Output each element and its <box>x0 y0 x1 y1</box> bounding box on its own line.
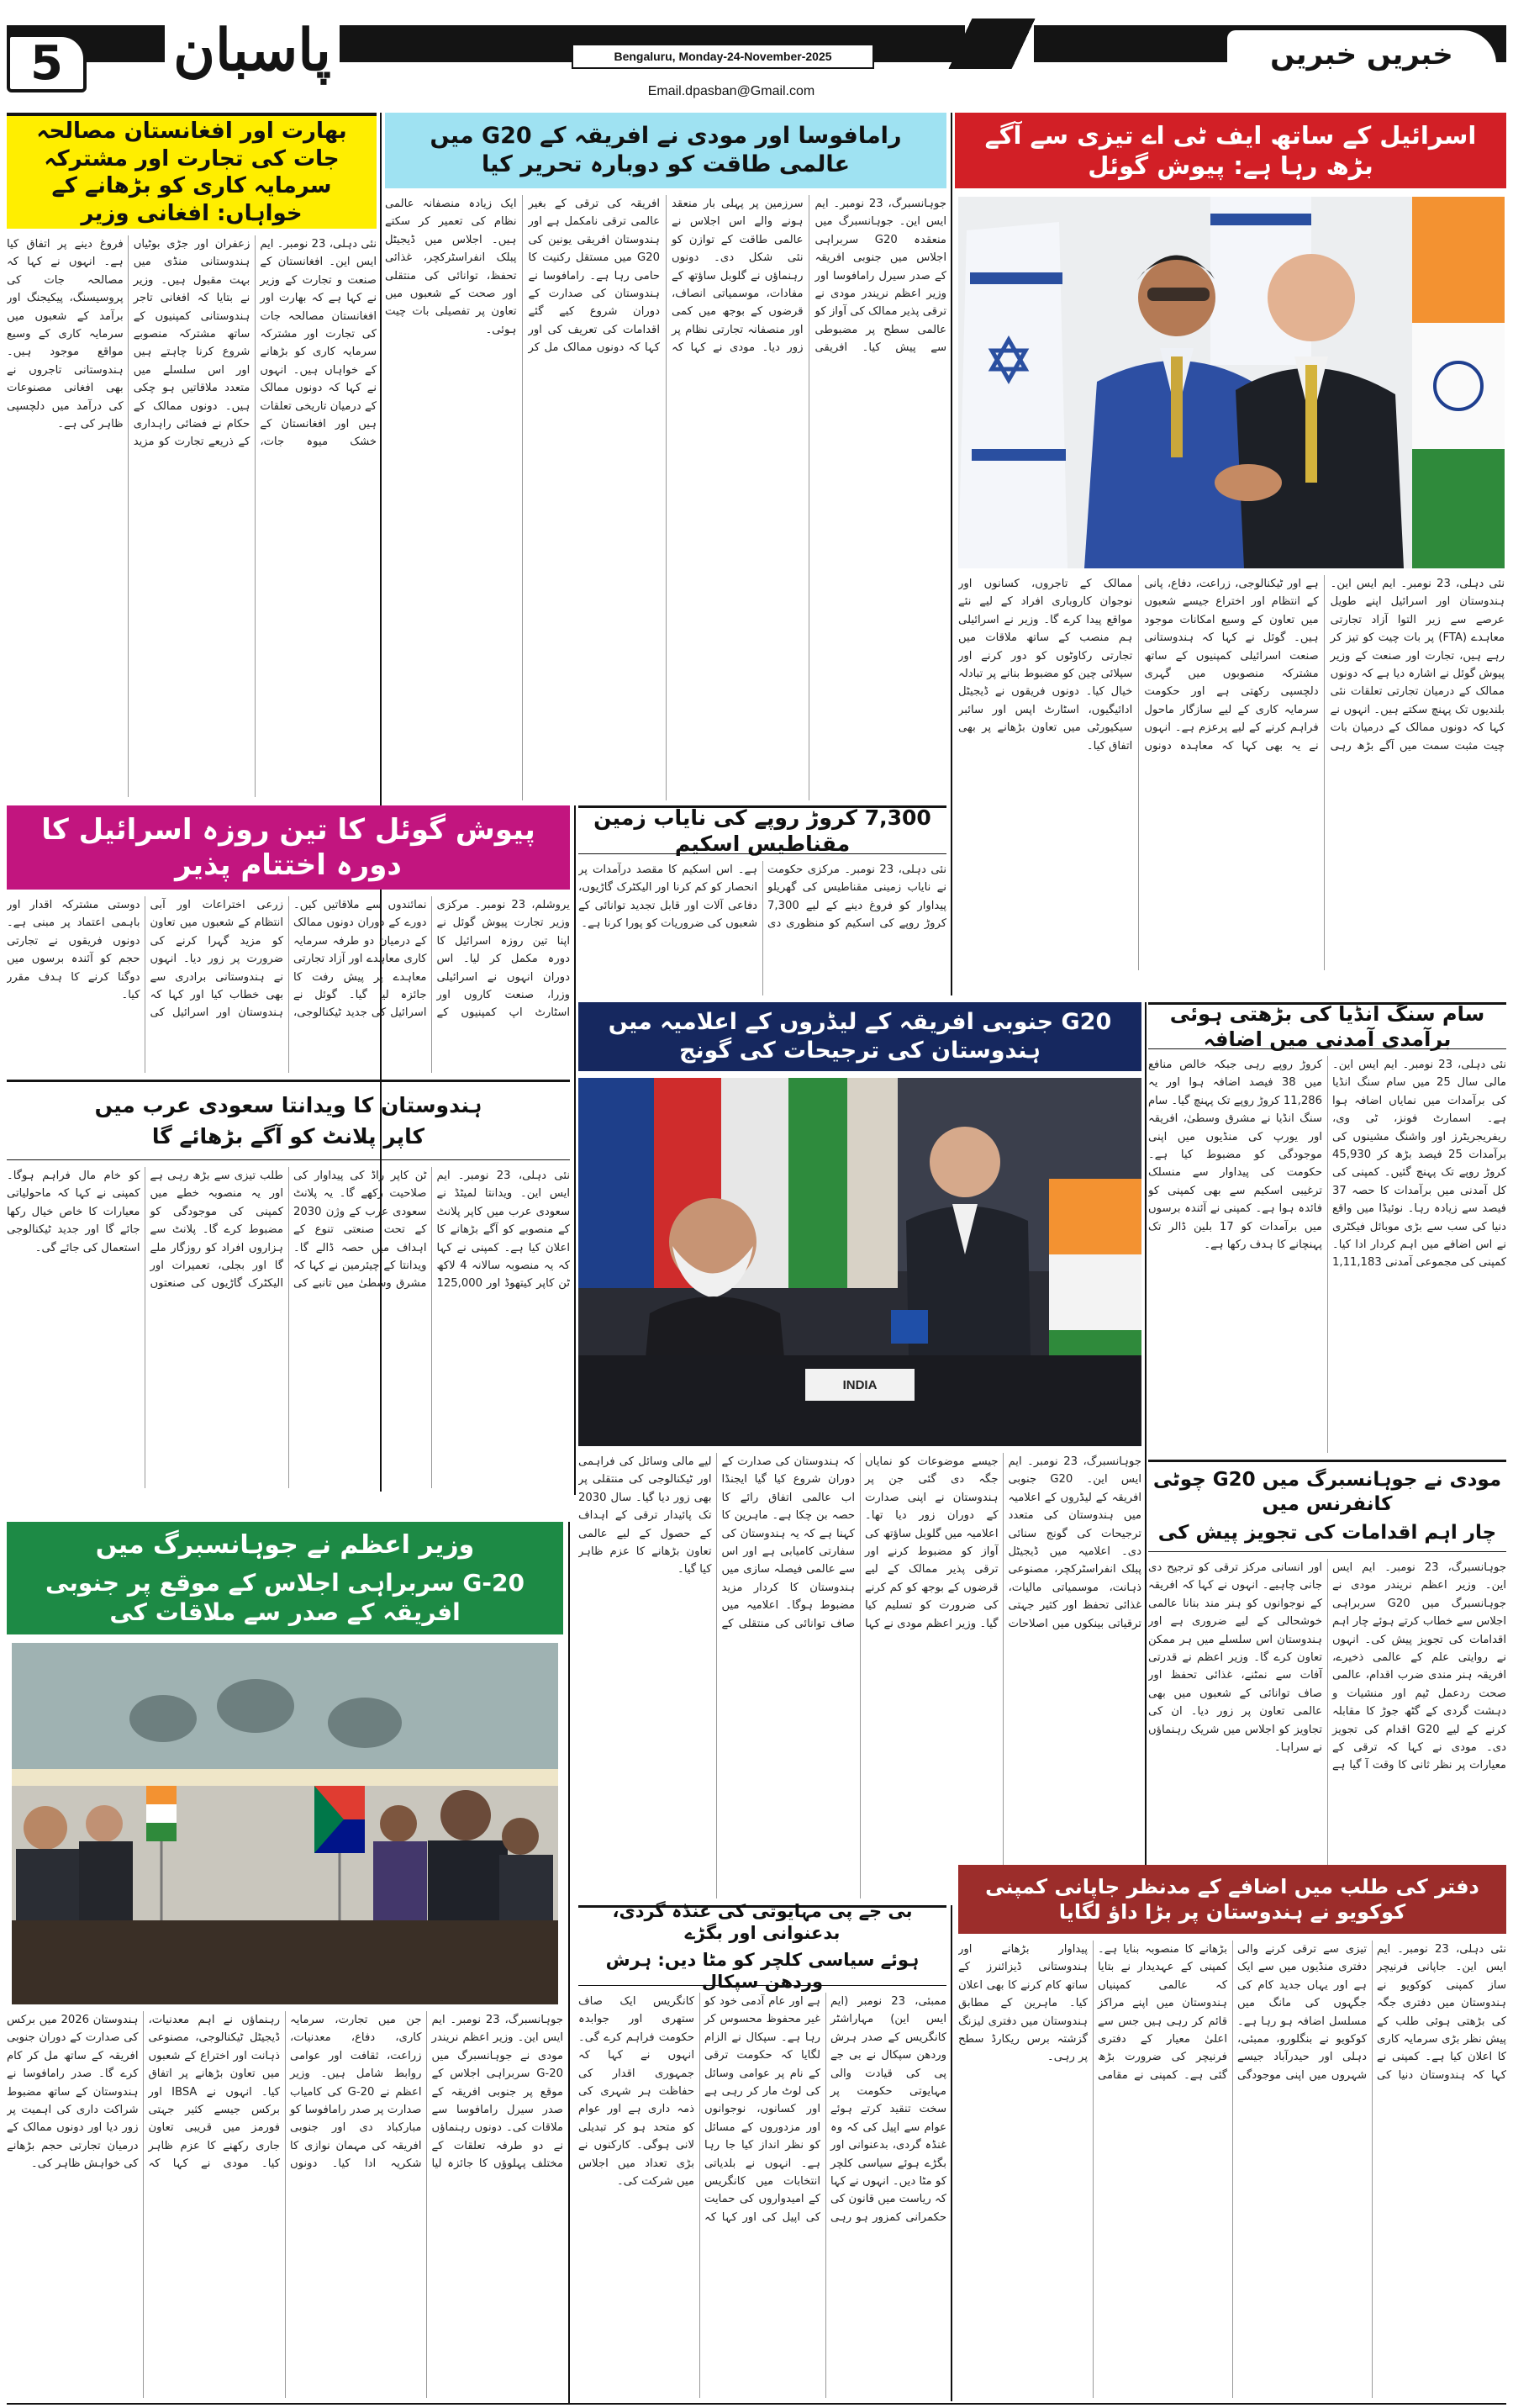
article-goyal-visit <box>7 896 570 1073</box>
headline-pm-jburg <box>7 1522 563 1634</box>
headline-rare-earth: 7,300 کروڑ روپے کی نایاب زمین مقناطیس اسکیم <box>578 805 946 854</box>
article-ramaphosa <box>385 195 946 800</box>
article-pm-jburg <box>7 2011 563 2398</box>
article-ramaphosa-text: جوہانسبرگ، 23 نومبر۔ ایم ایس این۔ جوہانسبرگ میں منعقدہ G20 سربراہی اجلاس میں جنوبی افریقہ کے صدر سیرل رامافوسا اور وزیر اعظم نریندر مودی نے ترقی پذیر ممالک کی آواز کو عالمی سطح پر مضبوطی سے پیش کیا۔ افریقی سرزمین پر پہلی بار منعقد ہونے والے اس اجلاس نے عالمی طاقت کے توازن کو نئی شکل دی۔ دونوں رہنماؤں نے گلوبل ساؤتھ کے مفادات، موسمیاتی انصاف، قرضوں کے بوجھ میں کمی اور منصفانہ تجارتی نظام پر زور دیا۔ مودی نے کہا کہ افریقہ کی ترقی کے بغیر عالمی ترقی نامکمل ہے اور ہندوستان افریقی یونین کی G20 میں مستقل رکنیت کا حامی رہا ہے۔ رامافوسا نے ہندوستان کی صدارت کے دوران شروع کیے گئے اقدامات کی تعریف کی اور کہا کہ دونوں ممالک مل کر ایک زیادہ منصفانہ عالمی نظام کی تعمیر کر سکتے ہیں۔ اجلاس میں ڈیجیٹل پبلک انفراسٹرکچر، غذائی تحفظ، توانائی کی منتقلی اور صحت کے شعبوں میں تعاون پر تفصیلی بات چیت ہوئی۔ <box>385 198 946 355</box>
page-number-box <box>7 34 87 92</box>
email: Email.dpasban@Gmail.com <box>647 84 815 98</box>
eu-sign <box>891 1310 928 1344</box>
divider-bottom-left <box>568 1522 570 2405</box>
flag-israel-left <box>958 222 1068 568</box>
divider-bottom-mid <box>951 1905 952 2401</box>
headline-afghanistan: بھارت اور افغانستان مصالحہ جات کی تجارت اور مشترکہ سرمایہ کاری کو بڑھانے کے خواہاں: افغانی وزیر <box>7 113 377 229</box>
headline-goyal-visit: پیوش گوئل کا تین روزہ اسرائیل کا دورہ اختتام پذیر <box>7 805 570 890</box>
headline-modi-g20-line2: چار اہم اقدامات کی تجویز پیش کی <box>1157 1522 1497 1545</box>
bottom-rule <box>7 2403 1506 2405</box>
article-afghanistan-text: نئی دہلی، 23 نومبر۔ ایم ایس این۔ افغانستان کے صنعت و تجارت کے وزیر نے کہا ہے کہ بھارت اور افغانستان مصالحہ جات کی تجارت اور مشترکہ سرمایہ کاری کو بڑھانے کے خواہاں ہیں۔ انہوں نے کہا کہ دونوں ممالک کے درمیان تاریخی تعلقات ہیں اور افغانستان کے خشک میوہ جات، زعفران اور جڑی بوٹیاں ہندوستانی منڈی میں بہت مقبول ہیں۔ وزیر نے بتایا کہ افغانی تاجر ہندوستانی کمپنیوں کے ساتھ مشترکہ منصوبے شروع کرنا چاہتے ہیں اور اس سلسلے میں متعدد ملاقاتیں ہو چکی ہیں۔ دونوں ممالک کے حکام نے فضائی راہداری کے ذریعے تجارت کو مزید فروغ دینے پر اتفاق کیا ہے۔ انہوں نے کہا کہ مصالحہ جات کی پروسیسنگ، پیکیجنگ اور برآمد کے شعبوں میں سرمایہ کاری کے وسیع مواقع موجود ہیں۔ ہندوستانی تاجروں نے بھی افغانی مصنوعات کی درآمد میں دلچسپی ظاہر کی ہے۔ <box>7 238 377 449</box>
logo <box>143 8 361 92</box>
article-samsung-text: نئی دہلی، 23 نومبر۔ ایم ایس این۔ مالی سال 25 میں سام سنگ انڈیا کی برآمدات میں نمایاں اضافہ ہوا ہے۔ اسمارٹ فونز، ٹی وی، ریفریجریٹرز اور واشنگ مشینوں کی برآمدات 25 فیصد بڑھ کر 45,930 کروڑ روپے تک پہنچ گئیں۔ کمپنی کی کل آمدنی میں برآمدات کا حصہ 37 فیصد سے زیادہ رہا۔ نوئیڈا میں واقع دنیا کی سب سے بڑی موبائل فیکٹری نے اس اضافے میں اہم کردار ادا کیا۔ کمپنی کی مجموعی آمدنی 1,11,183 کروڑ روپے رہی جبکہ خالص منافع میں 38 فیصد اضافہ ہوا اور یہ 11,286 کروڑ روپے تک پہنچ گیا۔ سام سنگ انڈیا نے مشرق وسطیٰ، افریقہ اور یورپ کی منڈیوں میں اپنی موجودگی کو مضبوط کیا ہے۔ حکومت کی پیداوار سے منسلک ترغیبی اسکیم سے بھی کمپنی کو فائدہ ہوا ہے۔ کمپنی نے آئندہ برسوں میں برآمدات کو 17 بلین ڈالر تک پہنچانے کا ہدف رکھا ہے۔ <box>1148 1059 1506 1270</box>
india-nameplate-label: INDIA <box>842 1377 878 1392</box>
logo-text: پاسبان <box>165 17 340 84</box>
article-pm-jburg-text: جوہانسبرگ، 23 نومبر۔ ایم ایس این۔ وزیر اعظم نریندر مودی نے جوہانسبرگ میں G-20 سربراہی اجلاس کے موقع پر جنوبی افریقہ کے صدر سیرل رامافوسا سے ملاقات کی۔ دونوں رہنماؤں نے دو طرفہ تعلقات کے مختلف پہلوؤں کا جائزہ لیا جن میں تجارت، سرمایہ کاری، دفاع، معدنیات، زراعت، ثقافت اور عوامی روابط شامل ہیں۔ وزیر اعظم نے G-20 کی کامیاب صدارت پر صدر رامافوسا کو مبارکباد دی اور جنوبی افریقہ کی مہمان نوازی کا شکریہ ادا کیا۔ دونوں رہنماؤں نے اہم معدنیات، ڈیجیٹل ٹیکنالوجی، مصنوعی ذہانت اور اختراع کے شعبوں میں تعاون بڑھانے پر اتفاق کیا۔ انہوں نے IBSA اور برکس جیسے کثیر جہتی فورمز میں قریبی تعاون جاری رکھنے کا عزم ظاہر کیا۔ مودی نے کہا کہ ہندوستان 2026 میں برکس کی صدارت کے دوران جنوبی افریقہ کے ساتھ مل کر کام کرے گا۔ صدر رامافوسا نے ہندوستان کے ساتھ مضبوط شراکت داری کی اہمیت پر زور دیا اور دونوں ممالک کے درمیان تجارتی حجم بڑھانے کی خواہش ظاہر کی۔ <box>7 2014 563 2171</box>
headline-ramaphosa: رامافوسا اور مودی نے افریقہ کے G20 میں عالمی طاقت کو دوبارہ تحریر کیا <box>385 113 946 188</box>
photo-g20-summit <box>578 1078 1141 1446</box>
headline-samsung: سام سنگ انڈیا کی بڑھتی ہوئی برآمدی آمدنی میں اضافہ <box>1148 1002 1506 1049</box>
article-samsung <box>1148 1056 1506 1453</box>
article-israel-fta-text: نئی دہلی، 23 نومبر۔ ایم ایس این۔ ہندوستان اور اسرائیل اپنے طویل عرصے سے زیر التوا آزاد تجارتی معاہدے (FTA) پر بات چیت کو تیز کر رہے ہیں، تجارت اور صنعت کے وزیر پیوش گوئل نے اشارہ دیا ہے کہ دونوں ممالک کے درمیان تجارتی تعلقات نئی بلندیوں تک پہنچ سکتے ہیں۔ انہوں نے کہا کہ دونوں ممالک کے درمیان بات چیت مثبت سمت میں آگے بڑھ رہی ہے اور ٹیکنالوجی، زراعت، دفاع، پانی کے انتظام اور اختراع جیسے شعبوں میں تعاون کے وسیع امکانات موجود ہیں۔ گوئل نے کہا کہ ہندوستانی صنعت اسرائیلی کمپنیوں کے ساتھ مشترکہ منصوبوں میں گہری دلچسپی رکھتی ہے اور حکومت سرمایہ کاری کے لیے سازگار ماحول فراہم کرنے کے لیے پرعزم ہے۔ انہوں نے یہ بھی کہا کہ معاہدہ دونوں ممالک کے تاجروں، کسانوں اور نوجوان کاروباری افراد کے لیے نئے مواقع پیدا کرے گا۔ وزیر نے اسرائیلی ہم منصب کے ساتھ ملاقات میں تجارتی رکاوٹوں کو دور کرنے اور سپلائی چین کو مضبوط بنانے پر تبادلہ خیال کیا۔ دونوں فریقوں نے ڈیجیٹل ادائیگیوں، اسٹارٹ اپس اور سائبر سیکیورٹی میں تعاون بڑھانے پر بھی اتفاق کیا۔ <box>958 578 1505 752</box>
date-line-box <box>572 44 874 69</box>
article-modi-g20-text: جوہانسبرگ، 23 نومبر۔ ایم ایس این۔ وزیر اعظم نریندر مودی نے جوہانسبرگ میں G20 سربراہی اجلاس سے خطاب کرتے ہوئے چار اہم اقدامات کی تجویز پیش کی۔ انہوں نے روایتی علم کے عالمی ذخیرے، افریقہ ہنر مندی ضرب اقدام، عالمی صحت ردعمل ٹیم اور منشیات و دہشت گردی کے گٹھ جوڑ کا مقابلہ کرنے کے لیے G20 اقدام کی تجویز دی۔ مودی نے کہا کہ ترقی کے معیارات پر نظر ثانی کا وقت آ گیا ہے اور انسانی مرکز ترقی کو ترجیح دی جانی چاہیے۔ انہوں نے کہا کہ افریقہ کے نوجوانوں کو ہنر مند بنانا عالمی خوشحالی کے لیے ضروری ہے اور ہندوستان اس سلسلے میں ہر ممکن تعاون کرے گا۔ وزیر اعظم نے قدرتی آفات سے نمٹنے، غذائی تحفظ اور صاف توانائی کے شعبوں میں بھی عالمی تعاون پر زور دیا۔ ان کی تجاویز کو اجلاس میں شریک رہنماؤں نے سراہا۔ <box>1148 1561 1506 1772</box>
article-modi-g20 <box>1148 1559 1506 1895</box>
headline-saudi <box>7 1080 570 1160</box>
headline-g20-declaration: G20 جنوبی افریقہ کے لیڈروں کے اعلامیہ میں ہندوستان کی ترجیحات کی گونج <box>578 1002 1141 1071</box>
date-line: Bengaluru, Monday-24-November-2025 <box>614 50 832 63</box>
article-rare-earth <box>578 861 946 995</box>
flag-india-right <box>1412 197 1505 568</box>
headline-bjp-line1: بی جے پی مہایوتی کی غنڈہ گردی، بدعنوانی اور بگڑے <box>612 1900 913 1943</box>
article-saudi-text: نئی دہلی، 23 نومبر۔ ایم ایس این۔ ویدانتا لمیٹڈ نے سعودی عرب میں کاپر پلانٹ کے منصوبے کو آگے بڑھانے کا اعلان کیا ہے۔ کمپنی نے کہا کہ یہ منصوبہ سالانہ 4 لاکھ ٹن کاپر کیتھوڈ اور 125,000 ٹن کاپر راڈ کی پیداوار کی صلاحیت رکھے گا۔ یہ پلانٹ سعودی عرب کے وژن 2030 کے تحت صنعتی تنوع کے اہداف میں حصہ ڈالے گا۔ ویدانتا کے چیئرمین نے کہا کہ مشرق وسطیٰ میں تانبے کی طلب تیزی سے بڑھ رہی ہے اور یہ منصوبہ خطے میں کمپنی کی موجودگی کو مضبوط کرے گا۔ پلانٹ سے ہزاروں افراد کو روزگار ملے گا اور بجلی، تعمیرات اور الیکٹرک گاڑیوں کی صنعتوں کو خام مال فراہم ہوگا۔ کمپنی نے کہا کہ ماحولیاتی معیارات کا خاص خیال رکھا جائے گا اور جدید ٹیکنالوجی استعمال کی جائے گی۔ <box>7 1170 570 1291</box>
headline-modi-g20 <box>1148 1460 1506 1552</box>
headline-pm-jburg-line2: G-20 سربراہی اجلاس کے موقع پر جنوبی افریقہ کے صدر سے ملاقات کی <box>45 1568 525 1626</box>
photo-bilateral-meeting <box>12 1643 558 2004</box>
article-rare-earth-text: نئی دہلی، 23 نومبر۔ مرکزی حکومت نے نایاب زمینی مقناطیس کی گھریلو پیداوار کو فروغ دینے کے لیے 7,300 کروڑ روپے کی اسکیم کو منظوری دی ہے۔ اس اسکیم کا مقصد درآمدات پر انحصار کو کم کرنا اور الیکٹرک گاڑیوں، دفاعی آلات اور قابل تجدید توانائی کے شعبوں کی ضروریات کو پورا کرنا ہے۔ <box>578 863 946 931</box>
article-goyal-visit-text: یروشلم، 23 نومبر۔ مرکزی وزیر تجارت پیوش گوئل نے اپنا تین روزہ اسرائیل کا دورہ مکمل کر لیا۔ اس دوران انہوں نے اسرائیلی وزرا، صنعت کاروں اور اسٹارٹ اپ کمپنیوں کے نمائندوں سے ملاقاتیں کیں۔ دورے کے دوران دونوں ممالک کے درمیان دو طرفہ سرمایہ کاری معاہدے اور آزاد تجارتی معاہدے پر پیش رفت کا جائزہ لیا گیا۔ گوئل نے اسرائیل کی جدید ٹیکنالوجی، زرعی اختراعات اور آبی انتظام کے شعبوں میں تعاون کو مزید گہرا کرنے کی ضرورت پر زور دیا۔ انہوں نے ہندوستانی برادری سے بھی خطاب کیا اور کہا کہ ہندوستان اور اسرائیل کی دوستی مشترکہ اقدار اور باہمی اعتماد پر مبنی ہے۔ دونوں فریقوں نے تجارتی حجم کو آئندہ برسوں میں دوگنا کرنے کا ہدف مقرر کیا۔ <box>7 899 570 1020</box>
article-japanese-office <box>958 1941 1506 2398</box>
headline-modi-g20-line1: مودی نے جوہانسبرگ میں G20 چوٹی کانفرنس میں <box>1152 1468 1502 1515</box>
headline-israel-fta: اسرائیل کے ساتھ ایف ٹی اے تیزی سے آگے بڑھ رہا ہے: پیوش گوئل <box>955 113 1506 188</box>
masthead-slash <box>925 18 1059 69</box>
headline-bjp <box>578 1900 946 1993</box>
section-title: خبریں خبریں <box>1270 38 1453 71</box>
article-g20-declaration-text: جوہانسبرگ، 23 نومبر۔ ایم ایس این۔ G20 جنوبی افریقہ کے لیڈروں کے اعلامیہ میں ہندوستان کی متعدد ترجیحات کی گونج سنائی دی۔ اعلامیہ میں ڈیجیٹل پبلک انفراسٹرکچر، مصنوعی ذہانت، موسمیاتی مالیات، غذائی تحفظ اور کثیر جہتی ترقیاتی بینکوں میں اصلاحات جیسے موضوعات کو نمایاں جگہ دی گئی جن پر ہندوستان نے اپنی صدارت کے دوران زور دیا تھا۔ اعلامیہ میں گلوبل ساؤتھ کی آواز کو مضبوط کرنے اور ترقی پذیر ممالک کے لیے قرضوں کے بوجھ کو کم کرنے کی ضرورت کو تسلیم کیا گیا۔ وزیر اعظم مودی نے کہا کہ ہندوستان کی صدارت کے دوران شروع کیا گیا ایجنڈا اب عالمی اتفاق رائے کا حصہ بن چکا ہے۔ ماہرین کا کہنا ہے کہ یہ ہندوستان کی سفارتی کامیابی ہے اور اس سے عالمی فیصلہ سازی میں ہندوستان کا کردار مزید مضبوط ہوگا۔ اعلامیہ میں صاف توانائی کی منتقلی کے لیے مالی وسائل کی فراہمی اور ٹیکنالوجی کی منتقلی پر بھی زور دیا گیا۔ سال 2030 تک پائیدار ترقی کے اہداف کے حصول کے لیے عالمی تعاون بڑھانے کا عزم ظاہر کیا گیا۔ <box>578 1455 1141 1630</box>
headline-saudi-line2: کاپر پلانٹ کو آگے بڑھائے گا <box>151 1124 425 1149</box>
article-saudi <box>7 1167 570 1488</box>
section-title-box <box>1227 30 1496 79</box>
article-bjp <box>578 1993 946 2398</box>
handshake <box>1215 464 1282 501</box>
table <box>12 1920 558 2004</box>
article-g20-declaration <box>578 1453 1141 1898</box>
headline-japanese-office: دفتر کی طلب میں اضافے کے مدنظر جاپانی کمپنی کوکویو نے ہندوستان پر بڑا داؤ لگایا <box>958 1865 1506 1934</box>
divider-mid-left <box>574 805 576 1495</box>
article-afghanistan <box>7 235 377 797</box>
page-number: 5 <box>30 35 63 91</box>
photo-goyal-israel <box>958 197 1505 568</box>
article-japanese-office-text: نئی دہلی، 23 نومبر۔ ایم ایس این۔ جاپانی فرنیچر ساز کمپنی کوکویو نے ہندوستان میں دفتری جگہ کی بڑھتی ہوئی طلب کے پیش نظر بڑی سرمایہ کاری کا اعلان کیا ہے۔ کمپنی نے کہا کہ ہندوستان دنیا کی تیزی سے ترقی کرنے والی دفتری منڈیوں میں سے ایک ہے اور یہاں جدید کام کی جگہوں کی مانگ میں مسلسل اضافہ ہو رہا ہے۔ کوکویو نے بنگلورو، ممبئی، دہلی اور حیدرآباد جیسے شہروں میں اپنی موجودگی بڑھانے کا منصوبہ بنایا ہے۔ کمپنی کے عہدیدار نے بتایا کہ عالمی کمپنیاں ہندوستان میں اپنے مراکز قائم کر رہی ہیں جس سے اعلیٰ معیار کے دفتری فرنیچر کی ضرورت بڑھ گئی ہے۔ کمپنی نے مقامی پیداوار بڑھانے اور ہندوستانی ڈیزائنرز کے ساتھ کام کرنے کا بھی اعلان کیا۔ ماہرین کے مطابق ہندوستان میں دفتری لیزنگ گزشتہ برس ریکارڈ سطح پر رہی۔ <box>958 1943 1506 2082</box>
headline-pm-jburg-line1: وزیر اعظم نے جوہانسبرگ میں <box>95 1530 475 1560</box>
article-bjp-text: ممبئی، 23 نومبر (ایم ایس این) مہاراشٹر کانگریس کے صدر ہرش وردھن سپکال نے بی جے پی کی قیادت والی مہایوتی حکومت پر سخت تنقید کرتے ہوئے عوام سے اپیل کی کہ وہ غنڈہ گردی، بدعنوانی اور بگڑے ہوئے سیاسی کلچر کو مٹا دیں۔ انہوں نے کہا کہ ریاست میں قانون کی حکمرانی کمزور ہو رہی ہے اور عام آدمی خود کو غیر محفوظ محسوس کر رہا ہے۔ سپکال نے الزام لگایا کہ حکومت ترقی کے نام پر عوامی وسائل کی لوٹ مار کر رہی ہے اور کسانوں، نوجوانوں اور مزدوروں کے مسائل کو نظر انداز کیا جا رہا ہے۔ انہوں نے بلدیاتی انتخابات میں کانگریس کے امیدواروں کی حمایت کی اپیل کی اور کہا کہ کانگریس ایک صاف ستھری اور جوابدہ حکومت فراہم کرے گی۔ انہوں نے کہا کہ جمہوری اقدار کی حفاظت ہر شہری کی ذمہ داری ہے اور عوام کو متحد ہو کر تبدیلی لانی ہوگی۔ کارکنوں نے بڑی تعداد میں اجلاس میں شرکت کی۔ <box>578 1995 946 2224</box>
article-israel-fta <box>958 575 1505 970</box>
divider-top-right <box>951 113 952 995</box>
headline-bjp-line2: ہوئے سیاسی کلچر کو مٹا دیں: ہرش وردھن سپکال <box>605 1950 920 1993</box>
headline-saudi-line1: ہندوستان کا ویدانتا سعودی عرب میں <box>94 1092 482 1117</box>
masthead <box>0 0 1513 101</box>
divider-mid-right <box>1145 1002 1147 1902</box>
